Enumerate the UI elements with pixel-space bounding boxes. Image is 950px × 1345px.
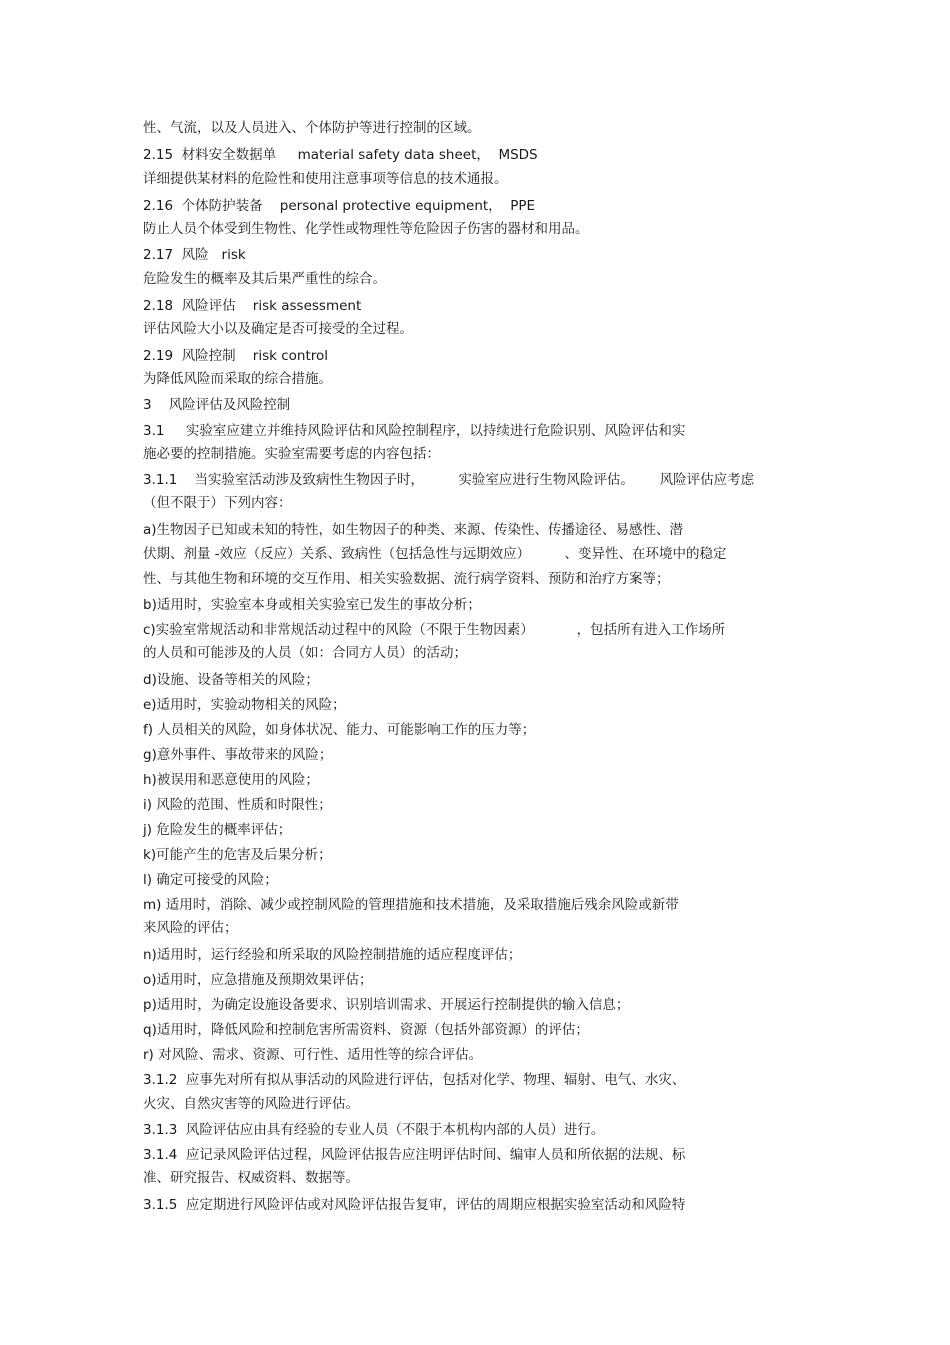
text-line: 准、研究报告、权威资料、数据等。: [143, 1170, 359, 1186]
text-line: 3.1 实验室应建立并维持风险评估和风险控制程序，以持续进行危险识别、风险评估和实: [143, 423, 686, 439]
list-item: q)适用时，降低风险和控制危害所需资料、资源（包括外部资源）的评估；: [143, 1022, 589, 1038]
text-line: 3.1.1 当实验室活动涉及致病性生物因子时， 实验室应进行生物风险评估。 风险评估应考虑: [143, 472, 755, 488]
list-item: j) 危险发生的概率评估；: [143, 822, 292, 838]
text-line: 详细提供某材料的危险性和使用注意事项等信息的技术通报。: [143, 171, 508, 187]
section-heading-2-19: 2.19 风险控制 risk control: [143, 348, 329, 364]
list-item: n)适用时，运行经验和所采取的风险控制措施的适应程度评估；: [143, 947, 522, 963]
list-item: e)适用时，实验动物相关的风险；: [143, 697, 346, 713]
text-line: 施必要的控制措施。实验室需要考虑的内容包括：: [143, 446, 440, 462]
text-line: 3.1.4 应记录风险评估过程，风险评估报告应注明评估时间、编审人员和所依据的法规、标: [143, 1147, 686, 1163]
section-heading-2-15: 2.15 材料安全数据单 material safety data sheet， MSDS: [143, 147, 538, 163]
text-line: 来风险的评估；: [143, 920, 238, 936]
list-item: p)适用时，为确定设施设备要求、识别培训需求、开展运行控制提供的输入信息；: [143, 997, 630, 1013]
text-line: （但不限于）下列内容：: [143, 495, 292, 511]
list-item: l) 确定可接受的风险；: [143, 872, 278, 888]
text-line: 性、气流，以及人员进入、个体防护等进行控制的区域。: [143, 120, 481, 136]
list-item: o)适用时，应急措施及预期效果评估；: [143, 972, 373, 988]
section-heading-3: 3 风险评估及风险控制: [143, 397, 291, 413]
text-line: 3.1.2 应事先对所有拟从事活动的风险进行评估，包括对化学、物理、辐射、电气、水灾、: [143, 1072, 686, 1088]
text-line: 火灾、自然灾害等的风险进行评估。: [143, 1096, 359, 1112]
section-heading-2-18: 2.18 风险评估 risk assessment: [143, 298, 362, 314]
text-line: 为降低风险而采取的综合措施。: [143, 371, 332, 387]
list-item: m) 适用时，消除、减少或控制风险的管理措施和技术措施，及采取措施后残余风险或新带: [143, 897, 679, 913]
text-line: 3.1.5 应定期进行风险评估或对风险评估报告复审，评估的周期应根据实验室活动和风险特: [143, 1197, 686, 1213]
list-item: b)适用时，实验室本身或相关实验室已发生的事故分析；: [143, 597, 481, 613]
list-item: g)意外事件、事故带来的风险；: [143, 747, 333, 763]
text-line: 评估风险大小以及确定是否可接受的全过程。: [143, 321, 413, 337]
list-item: k)可能产生的危害及后果分析；: [143, 847, 332, 863]
list-item: c)实验室常规活动和非常规活动过程中的风险（不限于生物因素） ，包括所有进入工作场所: [143, 622, 726, 638]
list-item: i) 风险的范围、性质和时限性；: [143, 797, 332, 813]
text-line: 防止人员个体受到生物性、化学性或物理性等危险因子伤害的器材和用品。: [143, 221, 589, 237]
text-line: 3.1.3 风险评估应由具有经验的专业人员（不限于本机构内部的人员）进行。: [143, 1122, 605, 1138]
text-line: 性、与其他生物和环境的交互作用、相关实验数据、流行病学资料、预防和治疗方案等；: [143, 571, 670, 587]
list-item: h)被误用和恶意使用的风险；: [143, 772, 319, 788]
text-line: 伏期、剂量 -效应（反应）关系、致病性（包括急性与远期效应） 、变异性、在环境中的稳定: [143, 546, 727, 562]
text-line: 危险发生的概率及其后果严重性的综合。: [143, 271, 386, 287]
list-item: a)生物因子已知或未知的特性，如生物因子的种类、来源、传染性、传播途径、易感性、潜: [143, 522, 684, 538]
text-line: 的人员和可能涉及的人员（如：合同方人员）的活动；: [143, 645, 467, 661]
section-heading-2-16: 2.16 个体防护装备 personal protective equipment， PPE: [143, 198, 536, 214]
list-item: d)设施、设备等相关的风险；: [143, 672, 319, 688]
list-item: r) 对风险、需求、资源、可行性、适用性等的综合评估。: [143, 1047, 483, 1063]
list-item: f) 人员相关的风险，如身体状况、能力、可能影响工作的压力等；: [143, 722, 536, 738]
section-heading-2-17: 2.17 风险 risk: [143, 247, 246, 263]
